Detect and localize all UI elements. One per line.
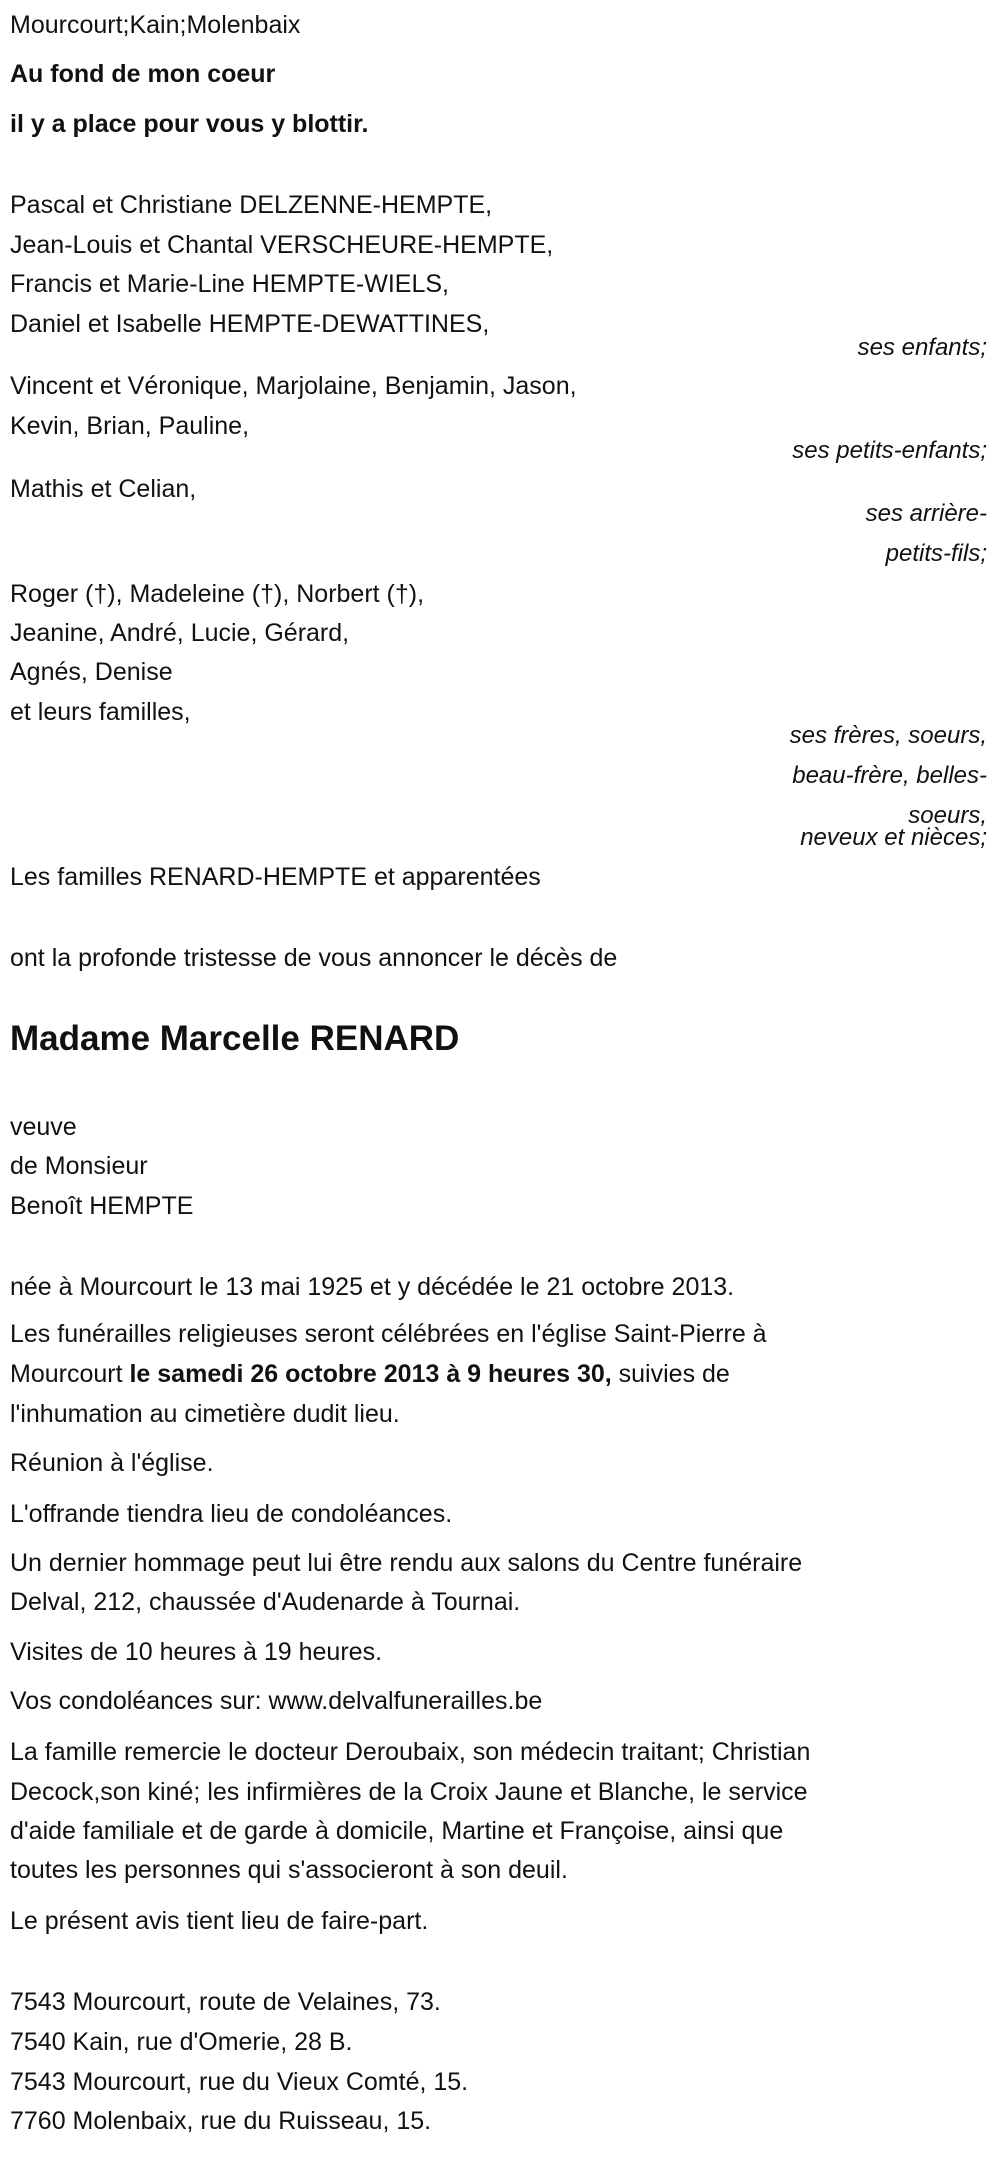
widow-line: de Monsieur (10, 1152, 148, 1180)
role-siblings: neveux et nièces; (800, 824, 987, 851)
child-name: Pascal et Christiane DELZENNE-HEMPTE, (10, 191, 493, 219)
address: 7540 Kain, rue d'Omerie, 28 B. (10, 2028, 353, 2056)
funeral-text-cont: suivies de (611, 1360, 730, 1388)
families: Les familles RENARD-HEMPTE et apparentées (10, 863, 541, 891)
quote-line: Au fond de mon coeur (10, 60, 276, 88)
hommage: Delval, 212, chaussée d'Audenarde à Tournai. (10, 1588, 521, 1616)
sibling-names: et leurs familles, (10, 698, 191, 726)
thanks: Decock,son kiné; les infirmières de la Croix Jaune et Blanche, le service (10, 1778, 808, 1806)
child-name: Francis et Marie-Line HEMPTE-WIELS, (10, 270, 449, 298)
sibling-names: Roger (†), Madeleine (†), Norbert (†), (10, 580, 425, 608)
child-name: Daniel et Isabelle HEMPTE-DEWATTINES, (10, 310, 490, 338)
role-great-grandchildren: petits-fils; (885, 540, 987, 567)
condoleances: Vos condoléances sur: www.delvalfunerailles.be (10, 1687, 543, 1715)
address: 7760 Molenbaix, rue du Ruisseau, 15. (10, 2107, 432, 2135)
great-grandchildren-names: Mathis et Celian, (10, 475, 197, 503)
grandchildren-names: Kevin, Brian, Pauline, (10, 412, 250, 440)
widow-line: veuve (10, 1113, 77, 1141)
role-grandchildren: ses petits-enfants; (792, 437, 987, 464)
role-siblings: ses frères, soeurs, (789, 722, 987, 749)
funeral-text: l'inhumation au cimetière dudit lieu. (10, 1400, 400, 1428)
announcement: ont la profonde tristesse de vous annoncer le décès de (10, 944, 618, 972)
thanks: La famille remercie le docteur Deroubaix, son médecin traitant; Christian (10, 1738, 811, 1766)
thanks: toutes les personnes qui s'associeront à son deuil. (10, 1856, 568, 1884)
sibling-names: Jeanine, André, Lucie, Gérard, (10, 619, 350, 647)
funeral-date: le samedi 26 octobre 2013 à 9 heures 30, (129, 1360, 612, 1388)
address: 7543 Mourcourt, route de Velaines, 73. (10, 1988, 441, 2016)
role-great-grandchildren: ses arrière- (865, 500, 987, 527)
grandchildren-names: Vincent et Véronique, Marjolaine, Benjamin, Jason, (10, 372, 577, 400)
faire-part: Le présent avis tient lieu de faire-part. (10, 1907, 429, 1935)
offrande: L'offrande tiendra lieu de condoléances. (10, 1500, 453, 1528)
sibling-names: Agnés, Denise (10, 658, 173, 686)
funeral-place: Mourcourt (10, 1360, 130, 1388)
address: 7543 Mourcourt, rue du Vieux Comté, 15. (10, 2068, 469, 2096)
thanks: d'aide familiale et de garde à domicile, Martine et Françoise, ainsi que (10, 1817, 784, 1845)
locations: Mourcourt;Kain;Molenbaix (10, 11, 301, 39)
role-siblings: soeurs, (908, 802, 987, 829)
widow-line: Benoît HEMPTE (10, 1192, 194, 1220)
role-siblings: beau-frère, belles- (792, 762, 987, 789)
role-children: ses enfants; (857, 334, 987, 361)
deceased-name: Madame Marcelle RENARD (10, 1019, 460, 1058)
reunion: Réunion à l'église. (10, 1449, 214, 1477)
hommage: Un dernier hommage peut lui être rendu aux salons du Centre funéraire (10, 1549, 803, 1577)
visites: Visites de 10 heures à 19 heures. (10, 1638, 383, 1666)
funeral-text: Les funérailles religieuses seront célébrées en l'église Saint-Pierre à (10, 1320, 767, 1348)
birth-death: née à Mourcourt le 13 mai 1925 et y décédée le 21 octobre 2013. (10, 1273, 735, 1301)
child-name: Jean-Louis et Chantal VERSCHEURE-HEMPTE, (10, 231, 554, 259)
quote-line: il y a place pour vous y blottir. (10, 110, 369, 138)
funeral-text (10, 1356, 730, 1392)
